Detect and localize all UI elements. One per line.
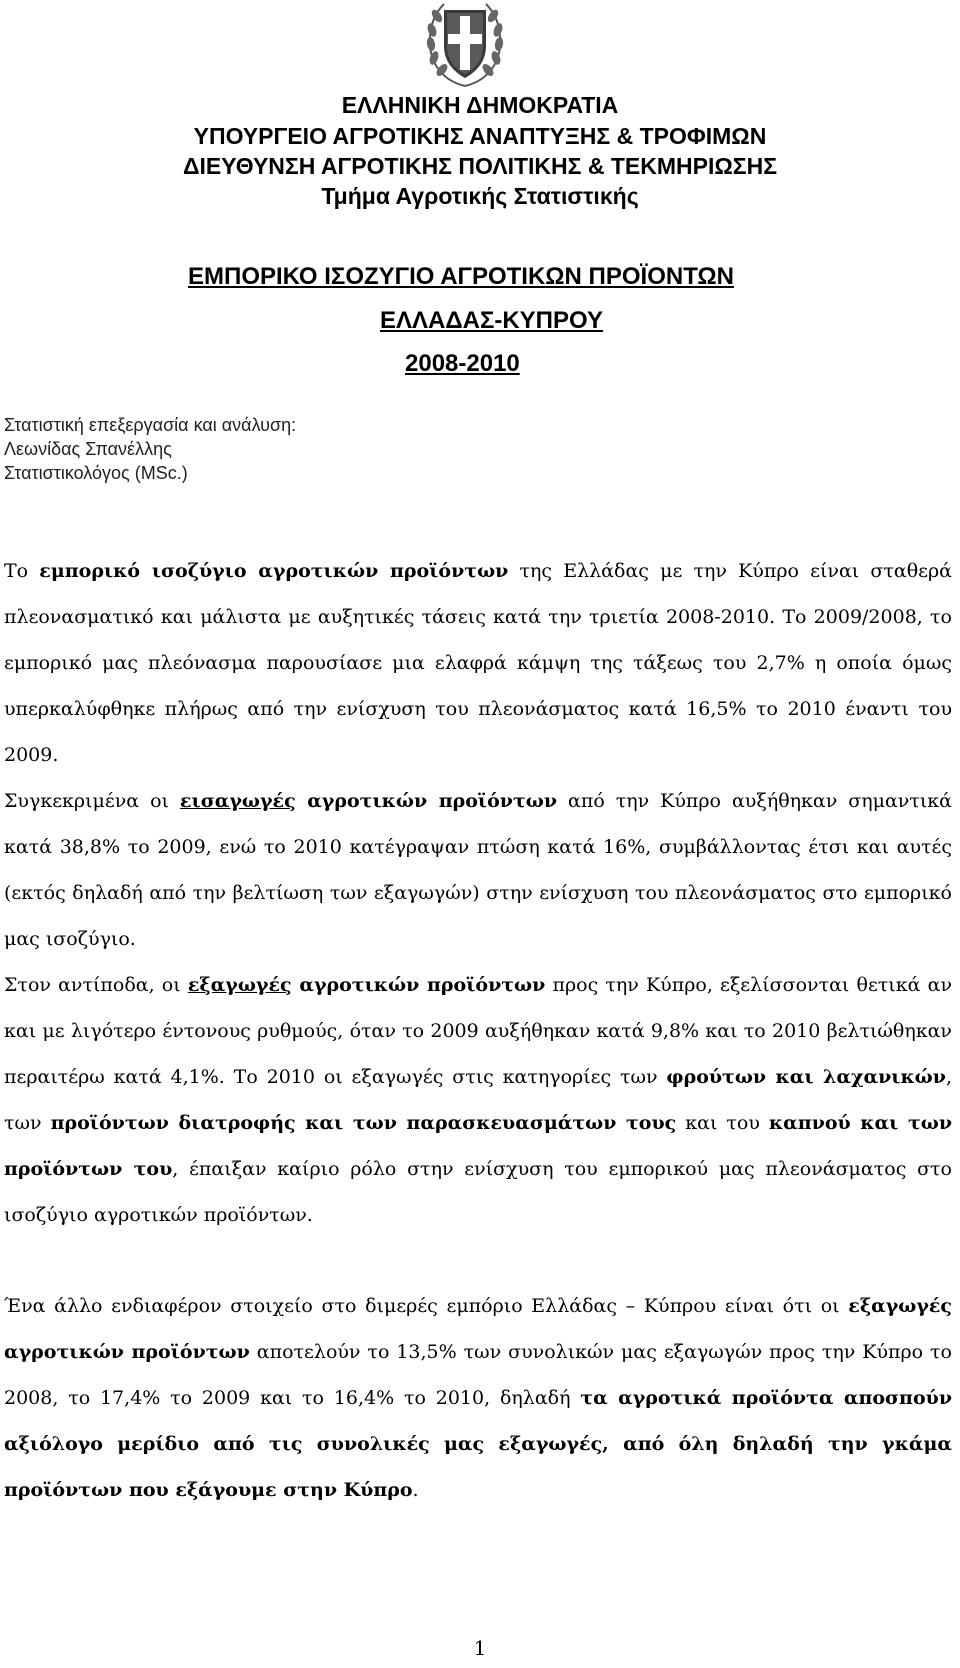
header-ministry: ΥΠΟΥΡΓΕΙΟ ΑΓΡΟΤΙΚΗΣ ΑΝΑΠΤΥΞΗΣ & ΤΡΟΦΙΜΩΝ bbox=[193, 123, 767, 149]
text-run: Στον αντίποδα, οι bbox=[4, 974, 188, 996]
author-title: Στατιστικολόγος (MSc.) bbox=[4, 463, 188, 483]
paragraph-2 bbox=[4, 778, 952, 962]
document-body-continued bbox=[4, 1283, 952, 1513]
text-run-bold: καπνού και των προϊόντων του bbox=[4, 1112, 952, 1180]
header-republic: ΕΛΛΗΝΙΚΗ ΔΗΜΟΚΡΑΤΙΑ bbox=[341, 92, 619, 118]
text-run: , των bbox=[4, 1066, 953, 1134]
text-run-bold: εμπορικό ισοζύγιο αγροτικών προϊόντων bbox=[39, 560, 509, 582]
document-title: ΕΜΠΟΡΙΚΟ ΙΣΟΖΥΓΙΟ ΑΓΡΟΤΙΚΩΝ ΠΡΟΪΟΝΤΩΝ bbox=[188, 263, 734, 290]
text-run-bold: αγροτικών προϊόντων bbox=[295, 790, 558, 812]
text-run: της Ελλάδας με την Κύπρο είναι σταθερά πλεονασματικό και μάλιστα με αυξητικές τάσεις κατά την τριετία 2008-2010. Το 2009/2008, το εμπορικό μας πλεόνασμα παρουσίασε μια ελαφρά κάμψη της τάξεως του 2,7% η οποία όμως υπερκαλύφθηκε πλήρως από την ενίσχυση του πλεονάσματος κατά 16,5% το 2010 έναντι του 2009. bbox=[4, 560, 953, 766]
text-run: , έπαιξαν καίριο ρόλο στην ενίσχυση του εμπορικού μας πλεονάσματος στο ισοζύγιο αγροτικών προϊόντων. bbox=[4, 1158, 952, 1226]
text-run: Συγκεκριμένα οι bbox=[4, 790, 180, 812]
text-run-bold: φρούτων και λαχανικών bbox=[666, 1066, 946, 1088]
text-run-bold: αγροτικών προϊόντων bbox=[291, 974, 546, 996]
text-run: προς την Κύπρο, εξελίσσονται θετικά αν και με λιγότερο έντονους ρυθμούς, όταν το 2009 αυξήθηκαν κατά 9,8% και το 2010 βελτιώθηκαν περαιτέρω κατά 4,1%. Το 2010 οι εξαγωγές στις κατηγορίες των bbox=[4, 974, 952, 1088]
text-run-bold-underlined: εξαγωγές bbox=[187, 974, 292, 996]
paragraph-1 bbox=[4, 548, 952, 778]
text-run: αποτελούν το 13,5% των συνολικών μας εξαγωγών προς την Κύπρο το 2008, το 17,4% το 2009 και το 16,4% το 2010, δηλαδή bbox=[4, 1341, 953, 1409]
document-subtitle: ΕΛΛΑΔΑΣ-ΚΥΠΡΟΥ bbox=[380, 307, 604, 334]
document-period: 2008-2010 bbox=[405, 350, 520, 377]
text-run-bold: τα αγροτικά προϊόντα αποσπούν αξιόλογο μερίδιο από τις συνολικές μας εξαγωγές, από όλη δηλαδή την γκάμα προϊόντων που εξάγουμε στην Κύπρο bbox=[4, 1387, 953, 1501]
paragraph-4 bbox=[4, 1283, 952, 1513]
header-directorate: ΔΙΕΥΘΥΝΣΗ ΑΓΡΟΤΙΚΗΣ ΠΟΛΙΤΙΚΗΣ & ΤΕΚΜΗΡΙΩΣΗΣ bbox=[182, 153, 777, 179]
text-run: . bbox=[412, 1479, 419, 1501]
author-block bbox=[4, 413, 296, 485]
text-run: από την Κύπρο αυξήθηκαν σημαντικά κατά 38,8% το 2009, ενώ το 2010 κατέγραψαν πτώση κατά 16%, συμβάλλοντας έτσι και αυτές (εκτός δηλαδή από την βελτίωση των εξαγωγών) στην ενίσχυση του πλεονάσματος στο εμπορικό μας ισοζύγιο. bbox=[4, 790, 952, 950]
text-run: Το bbox=[4, 560, 40, 582]
header-department: Τμήμα Αγροτικής Στατιστικής bbox=[321, 183, 639, 209]
author-name: Λεωνίδας Σπανέλλης bbox=[4, 439, 172, 459]
text-run-bold-underlined: εισαγωγές bbox=[179, 790, 296, 812]
text-run: και του bbox=[676, 1112, 769, 1134]
greek-coat-of-arms-icon bbox=[420, 0, 510, 90]
text-run-bold: εξαγωγές αγροτικών προϊόντων bbox=[4, 1295, 952, 1363]
document-body bbox=[4, 548, 952, 1238]
paragraph-3 bbox=[4, 962, 952, 1238]
author-role: Στατιστική επεξεργασία και ανάλυση: bbox=[4, 415, 297, 435]
text-run: Ένα άλλο ενδιαφέρον στοιχείο στο διμερές εμπόριο Ελλάδας – Κύπρου είναι ότι οι bbox=[4, 1295, 849, 1317]
text-run-bold: προϊόντων διατροφής και των παρασκευασμάτων τους bbox=[50, 1112, 677, 1134]
page-number: 1 bbox=[473, 1636, 487, 1660]
